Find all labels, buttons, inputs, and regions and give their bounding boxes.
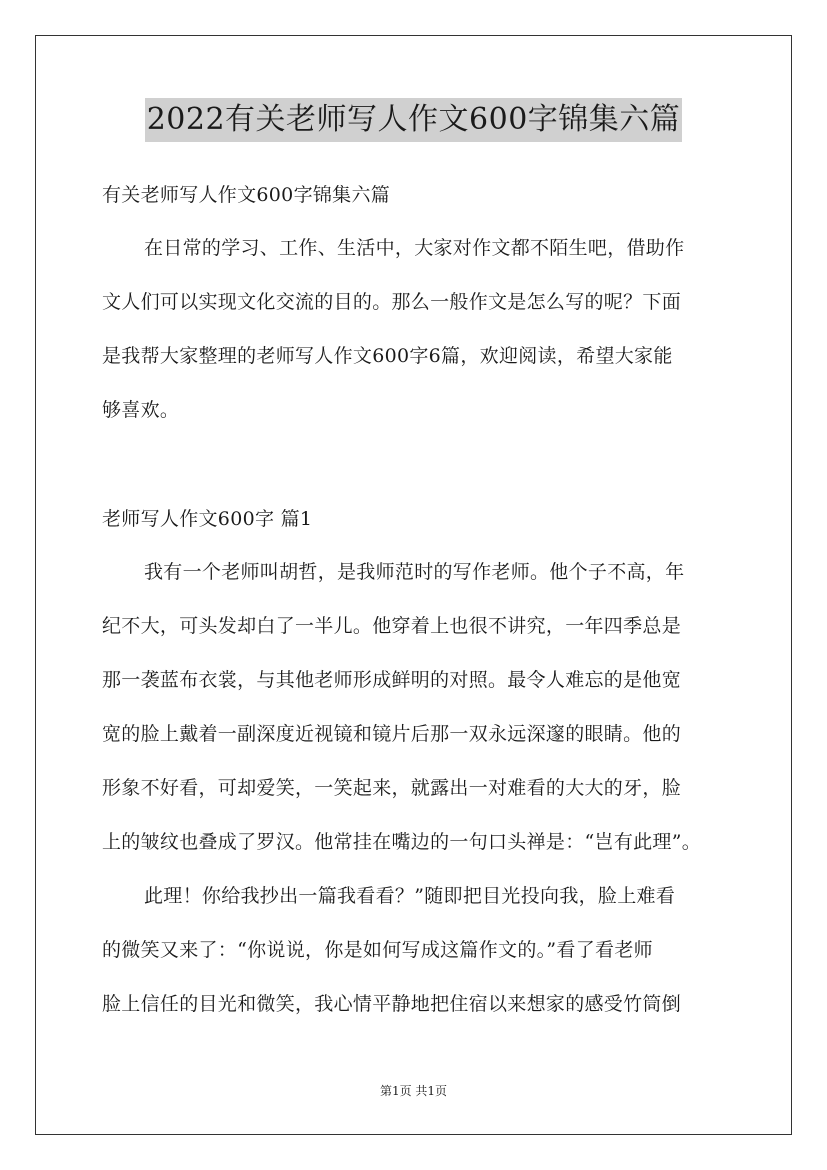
page-footer: 第1页 共1页 — [379, 1084, 448, 1098]
intro-line-2: 文人们可以实现文化交流的目的。那么一般作文是怎么写的呢？下面 — [102, 291, 682, 313]
document-title — [0, 98, 827, 142]
intro-line-1: 在日常的学习、工作、生活中，大家对作文都不陌生吧，借助作 — [144, 237, 685, 259]
body-line-8: 的微笑又来了：“你说说，你是如何写成这篇作文的。”看了看老师 — [102, 939, 653, 961]
document-subtitle: 有关老师写人作文600字锦集六篇 — [102, 184, 391, 206]
body-line-5: 形象不好看，可却爱笑，一笑起来，就露出一对难看的大大的牙，脸 — [102, 777, 682, 799]
intro-line-3: 是我帮大家整理的老师写人作文600字6篇，欢迎阅读，希望大家能 — [102, 345, 673, 367]
body-line-3: 那一袭蓝布衣裳，与其他老师形成鲜明的对照。最令人难忘的是他宽 — [102, 669, 682, 691]
body-line-6: 上的皱纹也叠成了罗汉。他常挂在嘴边的一句口头禅是：“岂有此理”。 — [102, 831, 702, 853]
body-line-1: 我有一个老师叫胡哲，是我师范时的写作老师。他个子不高，年 — [144, 561, 685, 583]
body-line-4: 宽的脸上戴着一副深度近视镜和镜片后那一双永远深邃的眼睛。他的 — [102, 723, 682, 745]
body-line-2: 纪不大，可头发却白了一半儿。他穿着上也很不讲究，一年四季总是 — [102, 615, 682, 637]
section-heading: 老师写人作文600字 篇1 — [102, 508, 313, 530]
body-line-7: 此理！你给我抄出一篇我看看？”随即把目光投向我，脸上难看 — [144, 885, 676, 907]
body-line-9: 脸上信任的目光和微笑，我心情平静地把住宿以来想家的感受竹筒倒 — [102, 993, 682, 1015]
document-title-text: 2022有关老师写人作文600字锦集六篇 — [145, 98, 683, 142]
intro-line-4: 够喜欢。 — [102, 399, 180, 421]
